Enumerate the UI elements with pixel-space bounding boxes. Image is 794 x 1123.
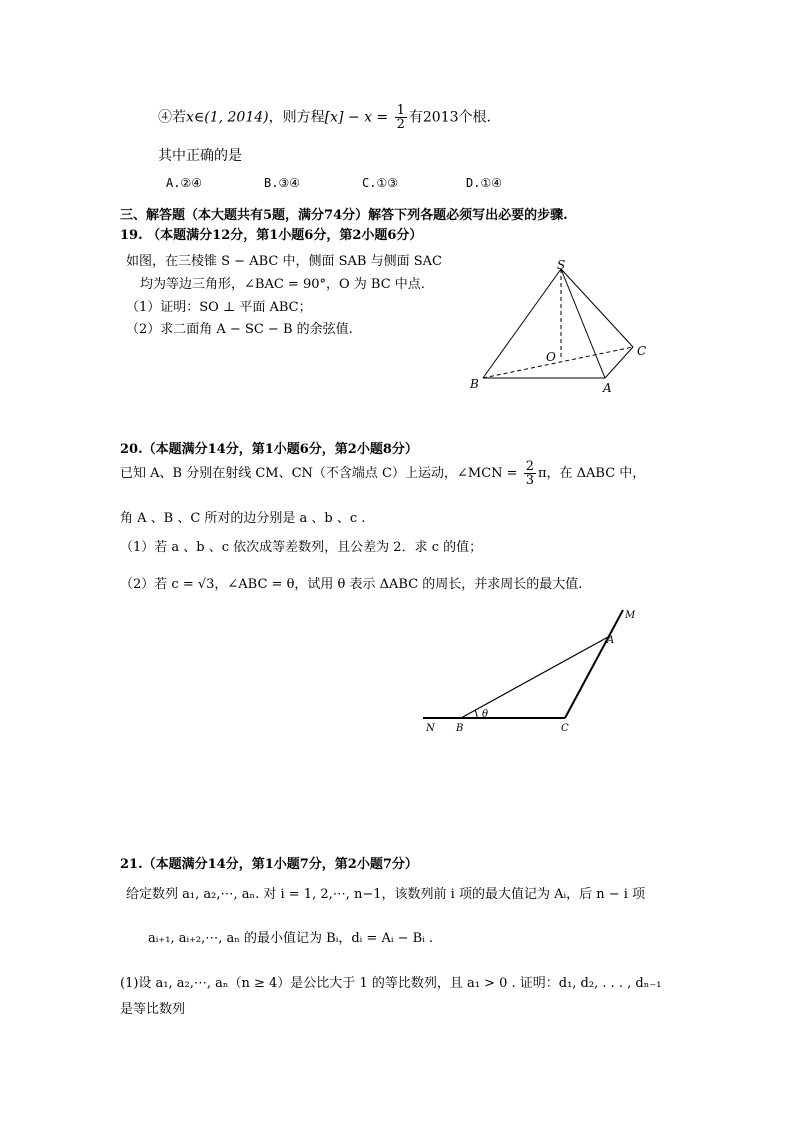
q20-label-m: M bbox=[625, 610, 636, 621]
q18-item4-eq: [x] − x = bbox=[324, 109, 389, 126]
q18-option-a: A.②④ bbox=[166, 176, 202, 190]
q19-part2: （2）求二面角 A − SC − B 的余弦值. bbox=[126, 322, 353, 337]
q18-option-b: B.③④ bbox=[264, 176, 300, 190]
q20-label-b: B bbox=[456, 723, 464, 734]
q20-line1-a: 已知 A、B 分别在射线 CM、CN（不含端点 C）上运动，∠MCN = bbox=[120, 466, 518, 481]
q18-prompt: 其中正确的是 bbox=[158, 148, 242, 164]
q19-part1: （1）证明：SO ⊥ 平面 ABC； bbox=[126, 300, 312, 315]
q18-frac-num: 1 bbox=[396, 103, 405, 118]
q19-line1: 如图，在三棱锥 S − ABC 中，侧面 SAB 与侧面 SAC bbox=[126, 254, 442, 269]
q19-label-b: B bbox=[470, 377, 479, 391]
q20-part1: （1）若 a 、b 、c 依次成等差数列，且公差为 2．求 c 的值； bbox=[120, 540, 483, 555]
q19-header: 19. （本题满分12分，第1小题6分，第2小题6分） bbox=[120, 228, 423, 243]
q19-label-s: S bbox=[557, 258, 566, 272]
q19-label-c: C bbox=[637, 344, 647, 358]
q21-part1-cont: 是等比数列 bbox=[120, 1002, 186, 1017]
q20-line2: 角 A 、B 、C 所对的边分别是 a 、b 、c . bbox=[120, 511, 366, 526]
q18-item4-cond: x∈(1, 2014) bbox=[186, 109, 269, 126]
q21-part1: (1)设 a₁, a₂,⋯, aₙ（n ≥ 4）是公比大于 1 的等比数列，且 a₁ > 0 . 证明：d₁, d₂, . . . , dₙ₋₁ bbox=[120, 976, 662, 991]
q20-label-n: N bbox=[426, 723, 435, 734]
q20-header: 20.（本题满分14分，第1小题6分，第2小题8分） bbox=[120, 442, 418, 457]
q20-label-c: C bbox=[561, 723, 569, 734]
q21-header: 21.（本题满分14分，第1小题7分，第2小题7分） bbox=[120, 857, 418, 872]
q18-item4-prefix: ④若 bbox=[158, 109, 186, 126]
q19-label-a: A bbox=[603, 381, 612, 395]
q20-line1-b: π，在 ΔABC 中， bbox=[537, 466, 646, 481]
q20-label-a: A bbox=[607, 635, 615, 646]
q18-frac-den: 2 bbox=[396, 117, 405, 132]
q18-item4-suffix: 有2013个根. bbox=[408, 109, 491, 126]
q20-label-theta: θ bbox=[482, 709, 489, 720]
q18-option-c: C.①③ bbox=[362, 176, 398, 190]
q20-fraction bbox=[524, 460, 536, 487]
q19-label-o: O bbox=[546, 350, 556, 364]
q20-figure-triangle bbox=[415, 598, 655, 743]
q18-item4 bbox=[158, 104, 491, 131]
q19-figure-pyramid bbox=[460, 255, 660, 400]
section3-heading: 三、解答题（本大题共有5题，满分74分）解答下列各题必须写出必要的步骤. bbox=[120, 208, 568, 223]
q20-part2: （2）若 c = √3，∠ABC = θ，试用 θ 表示 ΔABC 的周长，并求周长的最大值. bbox=[120, 577, 583, 592]
q18-option-d: D.①④ bbox=[466, 176, 502, 190]
q19-line2: 均为等边三角形，∠BAC = 90°，O 为 BC 中点. bbox=[140, 277, 425, 292]
q20-line1 bbox=[120, 460, 645, 487]
q21-line2: aᵢ₊₁, aᵢ₊₂,⋯, aₙ 的最小值记为 Bᵢ，dᵢ = Aᵢ − Bᵢ . bbox=[148, 931, 434, 946]
q20-frac-num: 2 bbox=[525, 459, 534, 474]
q18-item4-mid: ，则方程 bbox=[268, 109, 325, 126]
q21-line1: 给定数列 a₁, a₂,⋯, aₙ. 对 i = 1, 2,⋯, n−1，该数列前 i 项的最大值记为 Aᵢ，后 n − i 项 bbox=[126, 887, 646, 902]
q20-frac-den: 3 bbox=[525, 473, 534, 488]
q18-fraction bbox=[395, 104, 407, 131]
